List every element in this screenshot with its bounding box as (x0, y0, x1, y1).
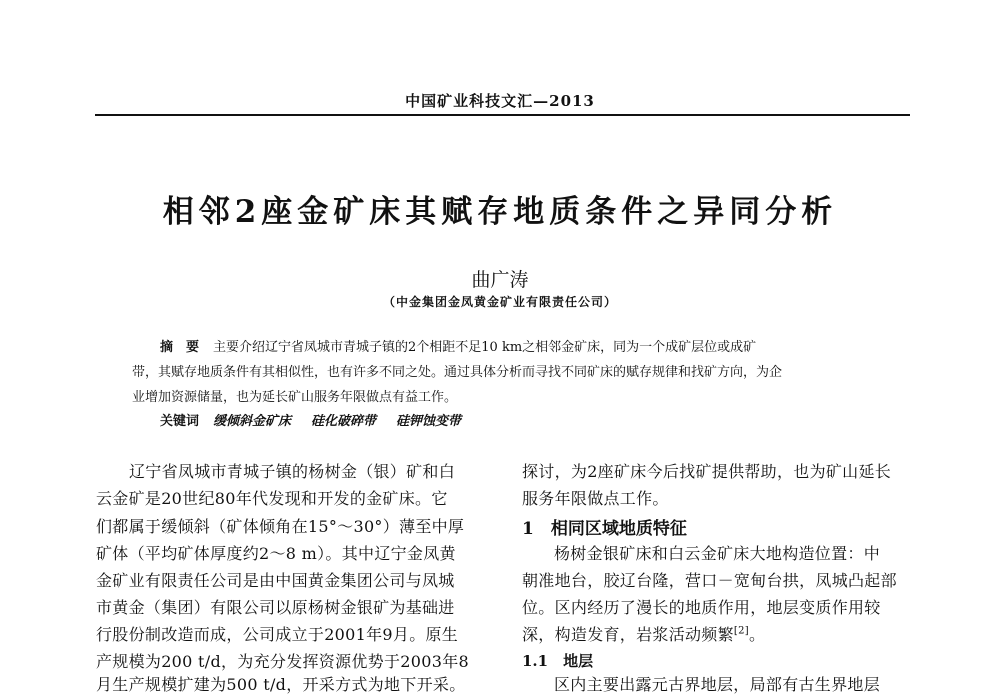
abstract-line-3: 业增加资源储量，也为延长矿山服务年限做点有益工作。 (132, 390, 458, 405)
left-column-line: 产规模为200 t/d，为充分发挥资源优势于2003年8 (96, 652, 469, 671)
author-affiliation: （中金集团金凤黄金矿业有限责任公司） (382, 295, 617, 309)
cut-off-bottom-lines (0, 672, 1000, 694)
right-column-line: 杨树金银矿床和白云金矿床大地构造位置：中 (554, 544, 881, 563)
abstract-label: 摘 要 (160, 340, 200, 355)
keyword-item: 缓倾斜金矿床 (213, 414, 292, 429)
right-column-text: 。 (748, 625, 766, 644)
left-column-line: 金矿业有限责任公司是由中国黄金集团公司与凤城 (96, 571, 455, 590)
keyword-item: 硅化破碎带 (311, 414, 377, 429)
citation-ref: [2] (733, 625, 749, 637)
running-header: 中国矿业科技文汇—2013 (405, 92, 595, 110)
left-column-line: 云金矿是20世纪80年代发现和开发的金矿床。它 (96, 489, 448, 508)
right-column-line: 区内主要出露元古界地层，局部有古生界地层 (554, 675, 881, 694)
left-column-line: 行股份制改造而成，公司成立于2001年9月。原生 (96, 625, 459, 644)
left-column-line: 矿体（平均矿体厚度约2～8 m）。其中辽宁金凤黄 (96, 544, 456, 563)
right-column-line: 服务年限做点工作。 (522, 489, 669, 508)
right-column-line: 探讨，为2座矿床今后找矿提供帮助，也为矿山延长 (522, 462, 892, 481)
abstract-line-1 (160, 336, 756, 355)
paper-title: 相邻2座金矿床其赋存地质条件之异同分析 (162, 194, 838, 230)
right-column-line: 位。区内经历了漫长的地质作用，地层变质作用较 (522, 598, 881, 617)
keywords-label: 关键词 (160, 414, 200, 429)
left-column-line: 月生产规模扩建为500 t/d，开采方式为地下开采。 (96, 675, 466, 694)
abstract-line-2: 带，其赋存地质条件有其相似性，也有许多不同之处。通过具体分析而寻找不同矿床的赋存规律和找矿方向，为企 (132, 365, 783, 380)
left-column-line: 市黄金（集团）有限公司以原杨树金银矿为基础进 (96, 598, 455, 617)
right-column-line: 朝准地台，胶辽台隆，营口－宽甸台拱，凤城凸起部 (522, 571, 897, 590)
abstract-text-1: 主要介绍辽宁省凤城市青城子镇的2个相距不足10 km之相邻金矿床，同为一个成矿层位或成矿 (213, 340, 757, 355)
header-rule (95, 114, 910, 116)
author-name: 曲广涛 (471, 269, 529, 291)
left-column-line: 辽宁省凤城市青城子镇的杨树金（银）矿和白 (129, 462, 456, 481)
section-heading-1: 1 相同区域地质特征 (522, 519, 687, 539)
right-column-text: 深，构造发育，岩浆活动频繁 (522, 625, 734, 644)
keyword-item: 硅钾蚀变带 (396, 414, 462, 429)
right-column-line (522, 622, 765, 645)
left-column-line: 们都属于缓倾斜（矿体倾角在15°～30°）薄至中厚 (96, 517, 465, 536)
keywords-line (160, 410, 461, 429)
subsection-heading: 1.1 地层 (522, 652, 594, 670)
